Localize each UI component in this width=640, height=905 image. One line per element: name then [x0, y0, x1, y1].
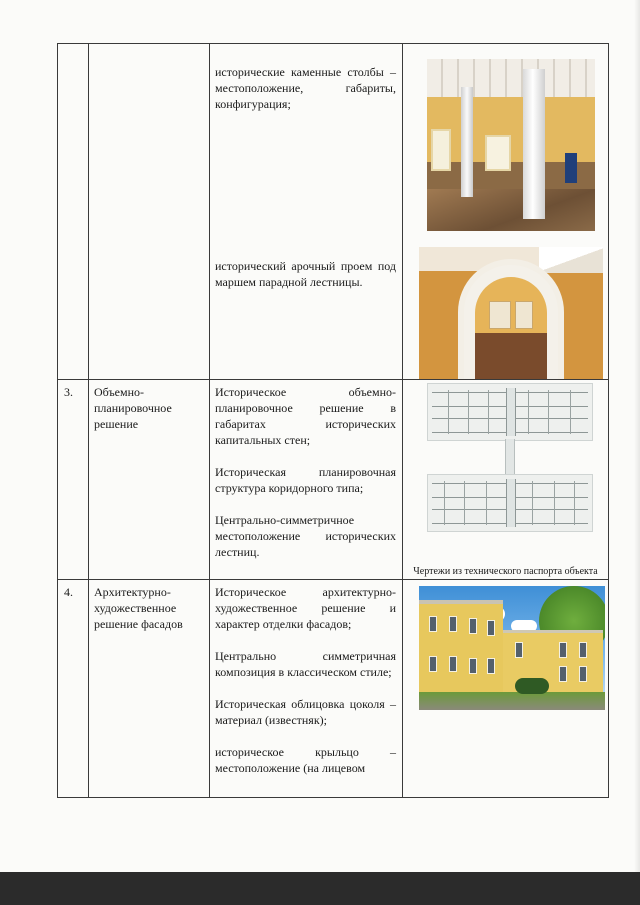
item-symmetric-stairs: Центрально-симметричное местоположение исторических лестниц. [215, 513, 396, 559]
item-arched-opening: исторический арочный проем под маршем парадной лестницы. [215, 259, 396, 289]
table-row-continued [58, 44, 609, 380]
item-facade-finish: Историческое архитектурно-художественное решение и характер отделки фасадов; [215, 585, 396, 631]
item-plinth-cladding: Историческая облицовка цоколя – материал (известняк); [215, 697, 396, 727]
item-symmetric-composition: Центрально симметричная композиция в классическом стиле; [215, 649, 396, 679]
item-porch: историческое крыльцо – местоположение (на лицевом [215, 745, 396, 775]
item-stone-pillars: исторические каменные столбы – местоположение, габариты, конфигурация; [215, 65, 396, 111]
row-number: 4. [58, 580, 89, 798]
protection-subject-table [57, 43, 609, 798]
row-name: Архитектурно-художественное решение фасадов [89, 580, 210, 798]
floor-plan-drawing [427, 383, 593, 441]
floor-plan-drawing [427, 474, 593, 532]
row-photo-cell [403, 44, 609, 380]
table-row-3 [58, 380, 609, 580]
photo-entrance-hall [427, 59, 595, 231]
row-number: 3. [58, 380, 89, 580]
row-photo-cell [403, 580, 609, 798]
row-description-cell [210, 580, 403, 798]
row-description-cell [210, 380, 403, 580]
row-description-cell [210, 44, 403, 380]
item-volume-planning: Историческое объемно-планировочное решение в габаритах исторических капитальных стен; [215, 385, 396, 447]
photo-arched-opening [419, 247, 603, 379]
table-row-4 [58, 580, 609, 798]
drawing-caption: Чертежи из технического паспорта объекта [413, 566, 598, 577]
item-corridor-structure: Историческая планировочная структура коридорного типа; [215, 465, 396, 495]
row-name: Объемно-планировочное решение [89, 380, 210, 580]
row-photo-cell [403, 380, 609, 580]
row-name-cell [89, 44, 210, 380]
row-number-cell [58, 44, 89, 380]
photo-building-facade [419, 586, 605, 710]
